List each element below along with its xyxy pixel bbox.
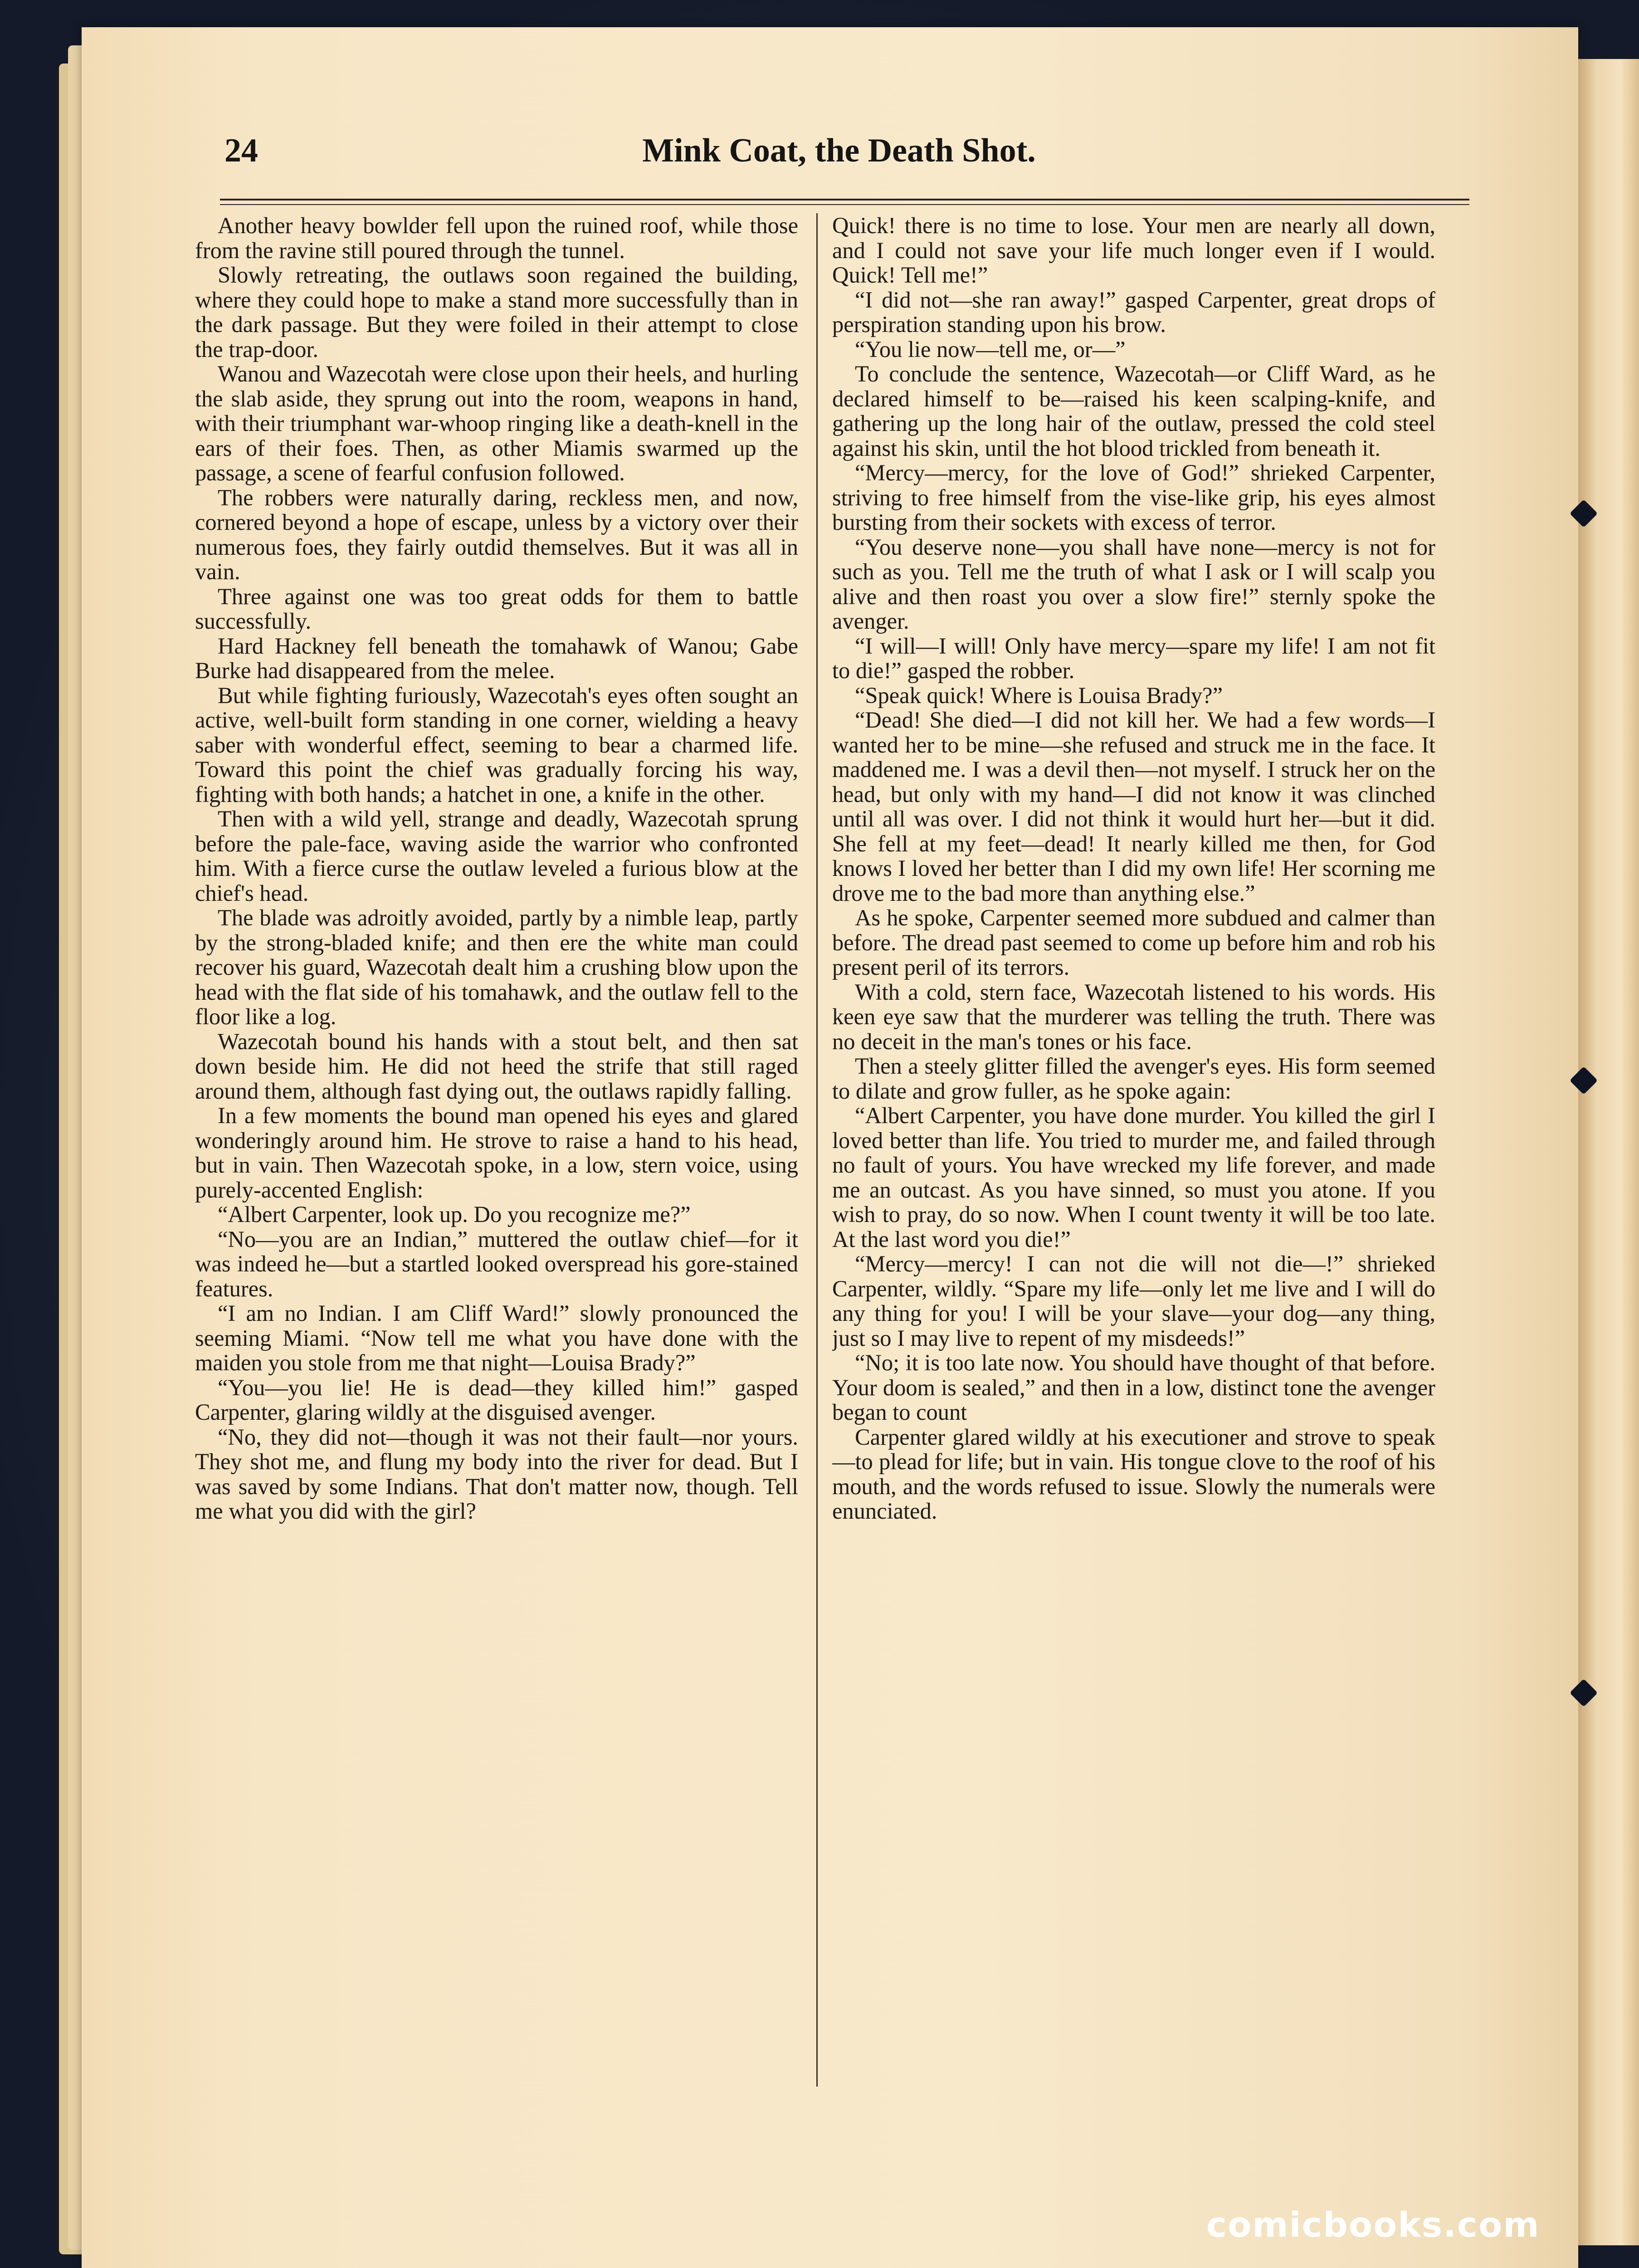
paragraph: “You—you lie! He is dead—they killed him!” gasped Carpenter, glaring wildly at the disguised avenger. [195, 1374, 798, 1425]
paragraph: “You lie now—tell me, or—” [855, 336, 1126, 362]
paragraph: Hard Hackney fell beneath the tomahawk of Wanou; Gabe Burke had disappeared from the melee. [195, 633, 798, 683]
paragraph: As he spoke, Carpenter seemed more subdued and calmer than before. The dread past seemed to come up before him and rob his present peril of its terrors. [832, 905, 1435, 980]
paragraph: “Dead! She died—I did not kill her. We had a few words—I wanted her to be mine—she refused and struck me in the face. It maddened me. I was a devil then—not myself. I struck her on the head, but only with my hand—I did not know it was clinched until all was over. I did not think it would hurt her—but it did. She fell at my feet—dead! It nearly killed me then, for God knows I loved her better than I did my own life! Her scorning me drove me to the bad more than anything else.” [832, 707, 1435, 906]
paragraph: Carpenter glared wildly at his executioner and strove to speak—to plead for life; but in vain. His tongue clove to the roof of his mouth, and the words refused to issue. Slowly the numerals were enunciated. [832, 1424, 1435, 1524]
paragraph: “Albert Carpenter, look up. Do you recognize me?” [218, 1202, 691, 1227]
paragraph: “I will—I will! Only have mercy—spare my life! I am not fit to die!” gasped the robber. [832, 633, 1435, 683]
paragraph: “Speak quick! Where is Louisa Brady?” [855, 682, 1223, 708]
paragraph: To conclude the sentence, Wazecotah—or Cliff Ward, as he declared himself to be—raised his keen scalping-knife, and gathering up the long hair of the outlaw, pressed the cold steel against his skin, until the hot blood trickled from beneath it. [832, 361, 1435, 461]
left-column [195, 213, 798, 2096]
header-rule-thin [220, 204, 1469, 205]
paragraph: Then a steely glitter filled the avenger's eyes. His form seemed to dilate and grow fuller, as he spoke again: [832, 1053, 1435, 1104]
paragraph: “Mercy—mercy, for the love of God!” shrieked Carpenter, striving to free himself from the vise-like grip, his eyes almost bursting from their sockets with excess of terror. [832, 460, 1435, 535]
paragraph: Quick! there is no time to lose. Your men are nearly all down, and I could not save your life much longer even if I would. Quick! Tell me!” [832, 213, 1435, 288]
header-rule [220, 199, 1469, 200]
paragraph: “You deserve none—you shall have none—mercy is not for such as you. Tell me the truth of what I ask or I will scalp you alive and then roast you over a slow fire!” sternly spoke the avenger. [832, 534, 1435, 634]
watermark: comicbooks.com [1206, 2204, 1540, 2245]
facing-page-gutter [1578, 59, 1639, 2245]
paragraph: “Mercy—mercy! I can not die will not die—!” shrieked Carpenter, wildly. “Spare my life—only let me live and I will do any thing for you! I will be your slave—your dog—any thing, just so I may live to repent of my misdeeds!” [832, 1251, 1435, 1351]
paragraph: But while fighting furiously, Wazecotah's eyes often sought an active, well-built form standing in one corner, wielding a heavy saber with wonderful effect, seeming to bear a charmed life. Toward this point the chief was gradually forcing his way, fighting with both hands; a hatchet in one, a knife in the other. [195, 682, 798, 807]
paragraph: Slowly retreating, the outlaws soon regained the building, where they could hope to make a stand more successfully than in the dark passage. But they were foiled in their attempt to close the trap-door. [195, 262, 798, 362]
paragraph: Three against one was too great odds for them to battle successfully. [195, 583, 798, 634]
paragraph: “I am no Indian. I am Cliff Ward!” slowly pronounced the seeming Miami. “Now tell me what you have done with the maiden you stole from me that night—Louisa Brady?” [195, 1300, 798, 1375]
running-title: Mink Coat, the Death Shot. [642, 132, 1036, 169]
paragraph: Another heavy bowlder fell upon the ruined roof, while those from the ravine still poured through the tunnel. [195, 213, 798, 263]
paragraph: “Albert Carpenter, you have done murder. You killed the girl I loved better than life. You tried to murder me, and failed through no fault of yours. You have wrecked my life forever, and made me an outcast. As you have sinned, so must you atone. If you wish to pray, do so now. When I count twenty it will be too late. At the last word you die!” [832, 1103, 1435, 1252]
paragraph: “No; it is too late now. You should have thought of that before. Your doom is sealed,” and then in a low, distinct tone the avenger began to count [832, 1350, 1435, 1425]
paragraph: The robbers were naturally daring, reckless men, and now, cornered beyond a hope of escape, unless by a victory over their numerous foes, they fairly outdid themselves. But it was all in vain. [195, 484, 798, 584]
paragraph: In a few moments the bound man opened his eyes and glared wonderingly around him. He strove to raise a hand to his head, but in vain. Then Wazecotah spoke, in a low, stern voice, using purely-accented English: [195, 1103, 798, 1202]
paragraph: The blade was adroitly avoided, partly by a nimble leap, partly by the strong-bladed knife; and then ere the white man could recover his guard, Wazecotah dealt him a crushing blow upon the head with the flat side of his tomahawk, and the outlaw fell to the floor like a log. [195, 905, 798, 1029]
paragraph: “I did not—she ran away!” gasped Carpenter, great drops of perspiration standing upon his brow. [832, 287, 1435, 337]
right-column [832, 213, 1435, 2096]
paragraph: Wanou and Wazecotah were close upon their heels, and hurling the slab aside, they sprung out into the room, weapons in hand, with their triumphant war-whoop ringing like a death-knell in the ears of their foes. Then, as other Miamis swarmed up the passage, a scene of fearful confusion followed. [195, 361, 798, 485]
paragraph: Then with a wild yell, strange and deadly, Wazecotah sprung before the pale-face, waving aside the warrior who confronted him. With a fierce curse the outlaw leveled a furious blow at the chief's head. [195, 806, 798, 906]
paragraph: “No—you are an Indian,” muttered the outlaw chief—for it was indeed he—but a startled looked overspread his gore-stained features. [195, 1226, 798, 1301]
paragraph: With a cold, stern face, Wazecotah listened to his words. His keen eye saw that the murderer was telling the truth. There was no deceit in the man's tones or his face. [832, 979, 1435, 1054]
column-divider [816, 213, 818, 2087]
page-number: 24 [224, 132, 258, 169]
paragraph: Wazecotah bound his hands with a stout belt, and then sat down beside him. He did not heed the strife that still raged around them, although fast dying out, the outlaws rapidly falling. [195, 1028, 798, 1104]
paragraph: “No, they did not—though it was not their fault—nor yours. They shot me, and flung my body into the river for dead. But I was saved by some Indians. That don't matter now, though. Tell me what you did with the girl? [195, 1424, 798, 1524]
